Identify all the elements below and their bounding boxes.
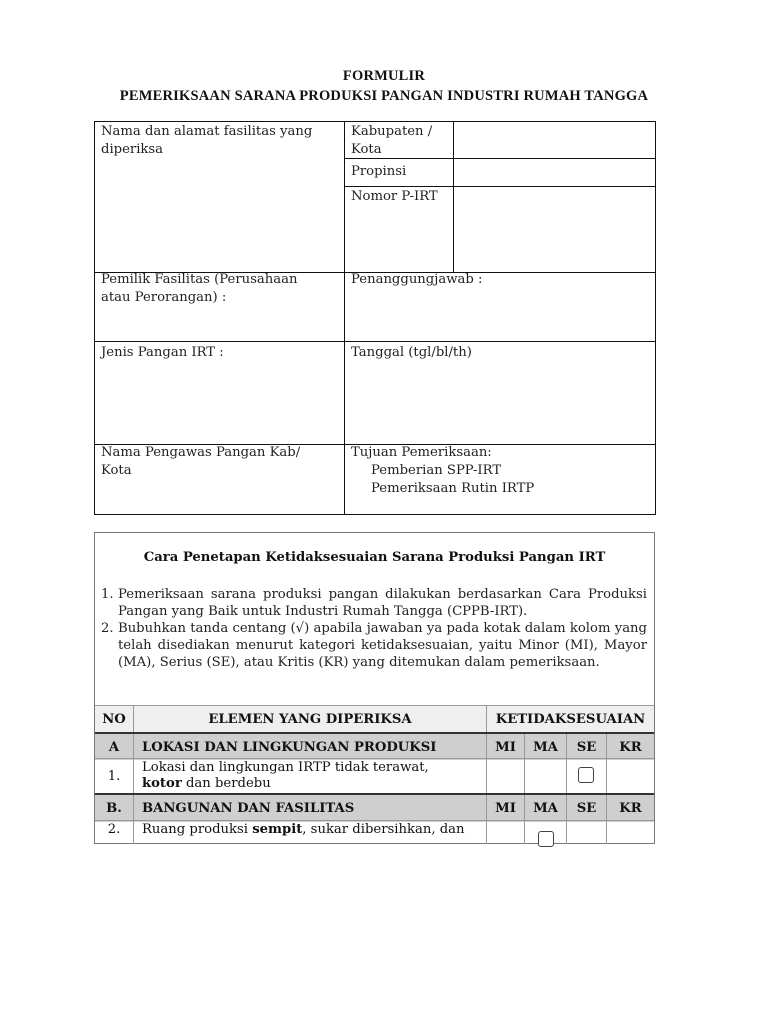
item-text: Lokasi dan lingkungan IRTP tidak terawat, kotor dan berdebu — [133, 759, 486, 794]
instruction-item: 2. Bubuhkan tanda centang (√) apabila jawaban ya pada kotak dalam kolom yang telah disediakan menurut kategori ketidaksesuaian, yaitu Minor (MI), Mayor (MA), Serius (SE), atau Kritis (KR) yang ditemukan dalam pemeriksaan. — [101, 621, 647, 670]
cell-se[interactable] — [566, 821, 606, 844]
date-label: Tanggal (tgl/bl/th) — [351, 345, 472, 360]
instruction-item: 1. Pemeriksaan sarana produksi pangan dilakukan berdasarkan Cara Produksi Pangan yang Baik untuk Industri Rumah Tangga (CPPB-IRT). — [101, 587, 647, 619]
row-divider — [344, 186, 655, 187]
col-se: SE — [566, 795, 606, 822]
table-header-row — [95, 705, 654, 733]
header-element: ELEMEN YANG DIPERIKSA — [133, 706, 486, 733]
food-type-label: Jenis Pangan IRT : — [101, 345, 224, 360]
col-kr: KR — [606, 795, 654, 822]
col-ma: MA — [524, 734, 566, 760]
item-number: 1. — [107, 769, 121, 784]
col-ma: MA — [524, 795, 566, 822]
section-code: A — [108, 739, 120, 755]
header-nonconformity: KETIDAKSESUAIAN — [486, 706, 654, 733]
inspector-label: Nama Pengawas Pangan Kab/ Kota — [101, 445, 301, 478]
item-number: 2. — [107, 822, 121, 837]
nonconformity-checklist — [94, 532, 655, 844]
row-divider — [95, 341, 655, 342]
section-row-a — [95, 732, 654, 760]
column-divider — [344, 122, 345, 514]
col-mi: MI — [486, 734, 524, 760]
cell-ma[interactable] — [524, 759, 566, 794]
responsible-label: Penanggungjawab : — [351, 272, 483, 287]
table-row — [95, 758, 654, 794]
col-se: SE — [566, 734, 606, 760]
cell-ma[interactable] — [524, 821, 566, 844]
pirt-number-label: Nomor P-IRT — [351, 189, 438, 204]
facility-info-table — [94, 121, 656, 515]
facility-name-label: Nama dan alamat fasilitas yang diperiksa — [101, 124, 313, 157]
purpose-label: Tujuan Pemeriksaan: Pemberian SPP-IRT Pemeriksaan Rutin IRTP — [351, 445, 535, 496]
cell-kr[interactable] — [606, 821, 654, 844]
purpose-option-spp-irt[interactable]: Pemberian SPP-IRT — [371, 463, 502, 478]
header-no: NO — [102, 712, 126, 727]
form-title: FORMULIR — [342, 68, 426, 84]
table-row — [95, 820, 654, 844]
section-title: LOKASI DAN LINGKUNGAN PRODUKSI — [133, 734, 486, 760]
owner-label: Pemilik Fasilitas (Perusahaan atau Perorangan) : — [101, 272, 298, 305]
cell-se[interactable] — [566, 759, 606, 794]
item-text: Ruang produksi sempit, sukar dibersihkan, dan — [133, 821, 486, 844]
section-code: B. — [106, 801, 122, 816]
cell-kr[interactable] — [606, 759, 654, 794]
kabupaten-label: Kabupaten / Kota — [351, 124, 433, 157]
propinsi-label: Propinsi — [351, 164, 407, 179]
purpose-option-routine[interactable]: Pemeriksaan Rutin IRTP — [371, 481, 535, 496]
cell-mi[interactable] — [486, 821, 524, 844]
checklist-heading: Cara Penetapan Ketidaksesuaian Sarana Produksi Pangan IRT — [143, 550, 606, 565]
se-checkbox[interactable] — [578, 767, 594, 783]
section-title: BANGUNAN DAN FASILITAS — [133, 795, 486, 822]
cell-mi[interactable] — [486, 759, 524, 794]
col-mi: MI — [486, 795, 524, 822]
ma-checkbox[interactable] — [538, 831, 554, 847]
col-kr: KR — [606, 734, 654, 760]
section-row-b — [95, 793, 654, 822]
column-divider — [453, 122, 454, 272]
form-subtitle: PEMERIKSAAN SARANA PRODUKSI PANGAN INDUSTRI RUMAH TANGGA — [119, 88, 649, 104]
